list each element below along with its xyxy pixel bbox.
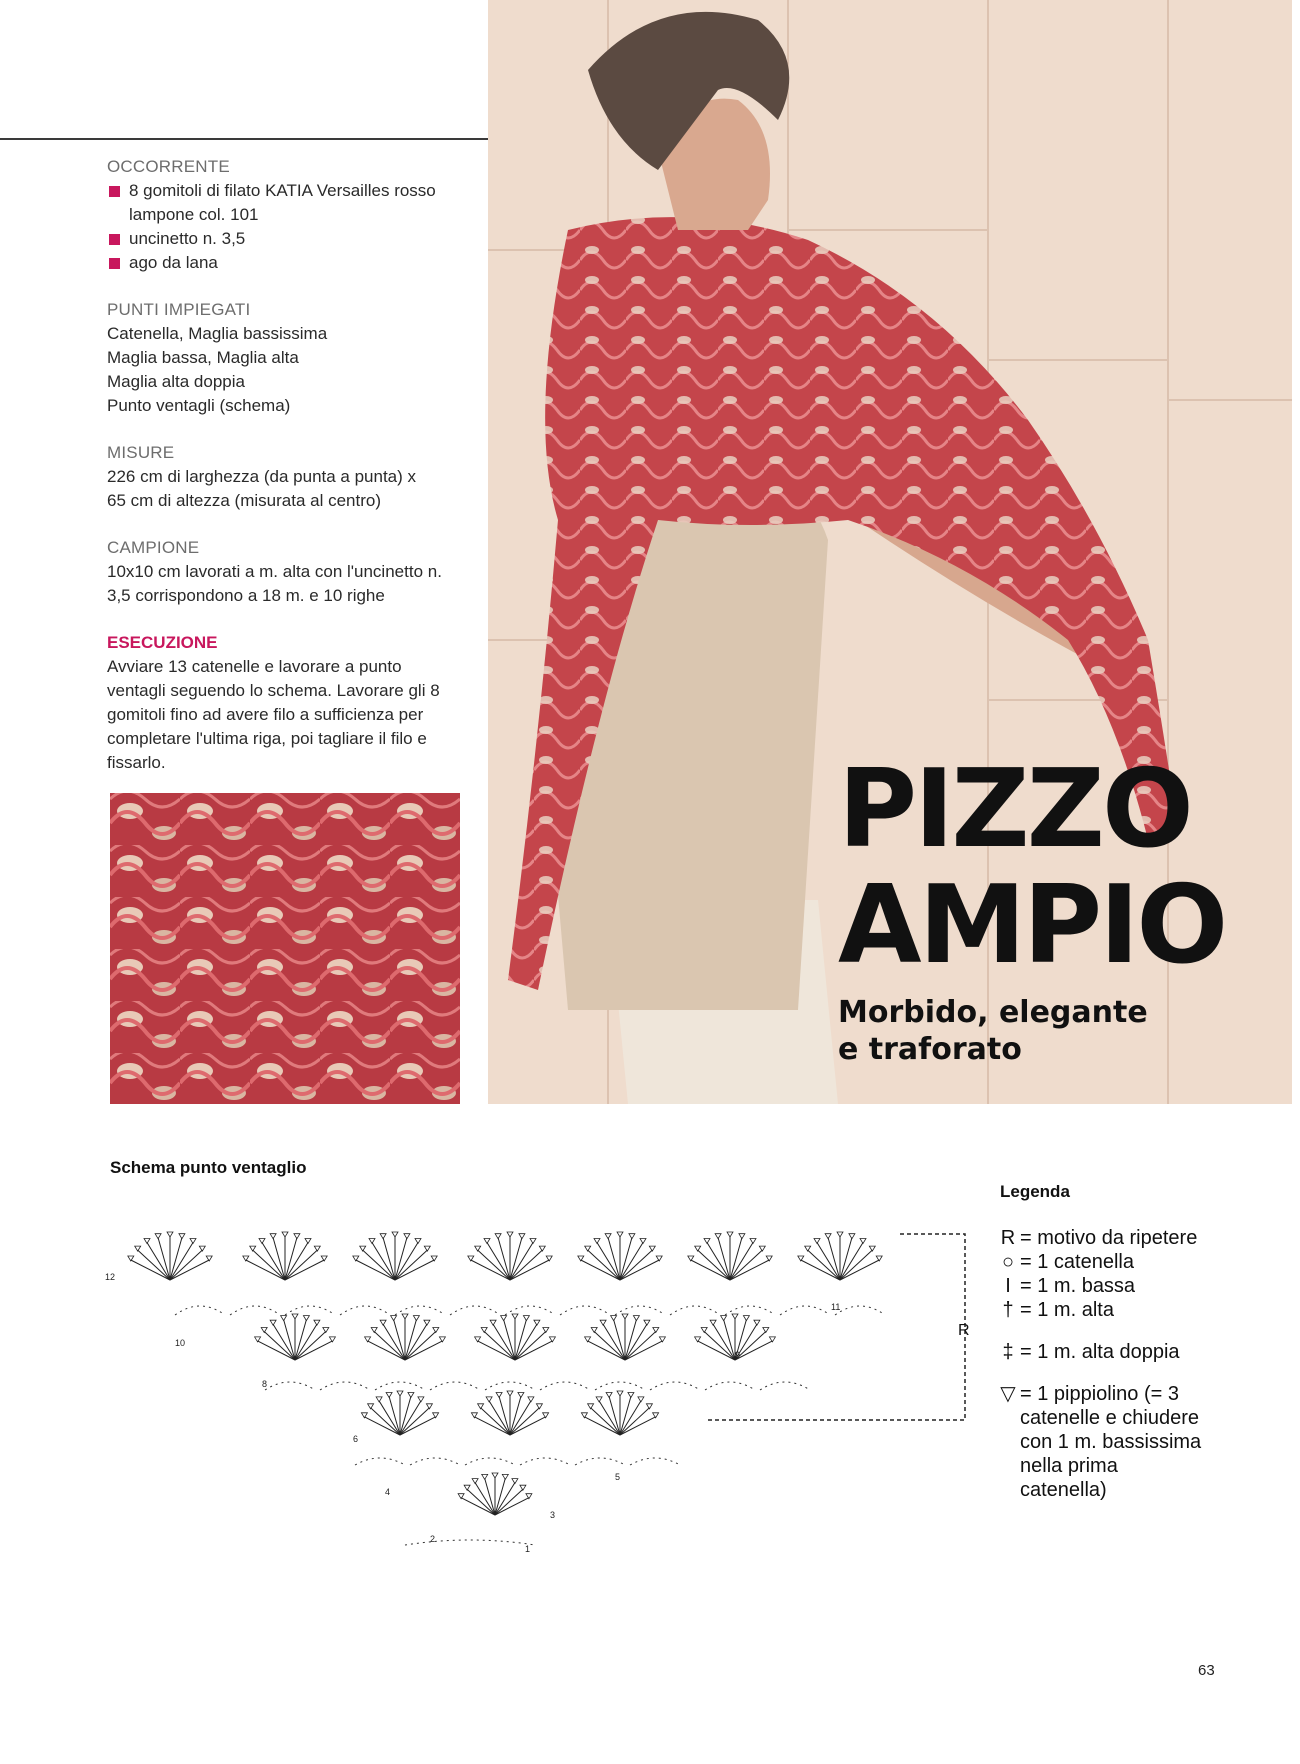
chart-title: Schema punto ventaglio (110, 1158, 307, 1177)
legend (1000, 1226, 1210, 1502)
chain-arc (560, 1306, 610, 1315)
text-line: 10x10 cm lavorati a m. alta con l'uncinetto n. (107, 562, 442, 581)
fan-motif (361, 1391, 438, 1435)
article-subtitle-line1: Morbido, elegante (838, 995, 1148, 1030)
legend-title: Legenda (1000, 1182, 1070, 1201)
lace-detail-photo (110, 793, 460, 1104)
chain-arc (355, 1458, 405, 1465)
fan-motif (353, 1232, 437, 1280)
chain-arc (780, 1306, 830, 1315)
chain-arc (835, 1306, 885, 1315)
text-line: Maglia alta doppia (107, 372, 245, 391)
fan-motif (365, 1314, 446, 1360)
bullet-square-icon (109, 258, 120, 269)
chain-arc (450, 1306, 500, 1315)
row-number: 5 (615, 1472, 621, 1482)
chain-arc (520, 1458, 570, 1465)
fan-motif (471, 1391, 548, 1435)
row-number: 11 (831, 1302, 841, 1312)
chain-arc (175, 1306, 225, 1315)
row-number: 3 (550, 1510, 556, 1520)
section-title: PUNTI IMPIEGATI (107, 300, 251, 319)
chain-arc (575, 1458, 625, 1465)
row-number: 1 (525, 1544, 531, 1554)
section-esecuzione (107, 631, 467, 775)
fan-motif (128, 1232, 212, 1280)
text-line: 65 cm di altezza (misurata al centro) (107, 491, 381, 510)
row-number: 4 (385, 1487, 391, 1497)
materials-column (107, 155, 467, 798)
fan-motif (468, 1232, 552, 1280)
article-title-line2: AMPIO (838, 863, 1226, 988)
chain-arc (265, 1382, 315, 1390)
chain-arc (705, 1382, 755, 1390)
text-line: Punto ventagli (schema) (107, 396, 291, 415)
list-item: 8 gomitoli di filato KATIA Versailles rosso (107, 179, 467, 203)
row-number: 2 (430, 1534, 436, 1544)
repeat-symbol: R (1000, 1227, 1016, 1249)
text-line: 3,5 corrispondono a 18 m. e 10 righe (107, 586, 385, 605)
fan-motif (688, 1232, 772, 1280)
list-item: ago da lana (107, 251, 467, 275)
text-line: Avviare 13 catenelle e lavorare a punto (107, 657, 402, 676)
double-crochet-icon: † (1002, 1299, 1014, 1321)
text-line: Maglia bassa, Maglia alta (107, 348, 299, 367)
crochet-chart-diagram (105, 1220, 985, 1590)
single-crochet-icon: I (1005, 1275, 1011, 1297)
text-line: fissarlo. (107, 753, 166, 772)
chain-arc (465, 1458, 515, 1465)
section-title: ESECUZIONE (107, 633, 218, 652)
row-number: 8 (262, 1379, 268, 1389)
section-title: CAMPIONE (107, 538, 200, 557)
chain-arc (485, 1382, 535, 1390)
chain-arc (320, 1382, 370, 1390)
fan-motif (578, 1232, 662, 1280)
legend-item: † = 1 m. alta (1000, 1298, 1210, 1322)
chain-arc (405, 1540, 535, 1545)
fan-motif (585, 1314, 666, 1360)
list-item-continued: lampone col. 101 (129, 205, 259, 224)
chain-arc (650, 1382, 700, 1390)
section-misure (107, 441, 467, 513)
legend-item: ‡ = 1 m. alta doppia (1000, 1340, 1210, 1364)
chain-arc (595, 1382, 645, 1390)
legend-item: ○ = 1 catenella (1001, 1251, 1134, 1273)
article-title-block (838, 747, 1278, 1068)
picot-icon: ▽ (1000, 1383, 1016, 1405)
section-title: MISURE (107, 443, 175, 462)
row-number: 12 (105, 1272, 116, 1282)
chain-arc (410, 1458, 460, 1465)
chain-arc (375, 1382, 425, 1390)
section-campione (107, 536, 467, 608)
fan-motif (475, 1314, 556, 1360)
top-rule (0, 138, 488, 140)
text-line: gomitoli fino ad avere filo a sufficienza per (107, 705, 424, 724)
chain-arc (630, 1458, 680, 1465)
section-punti (107, 298, 467, 418)
fan-motif (458, 1473, 532, 1515)
article-subtitle-line2: e traforato (838, 1032, 1022, 1067)
legend-item: R = motivo da ripetere (1000, 1227, 1198, 1249)
chain-arc (230, 1306, 280, 1315)
legend-item: I = 1 m. bassa (1000, 1274, 1210, 1298)
chain-icon: ○ (1001, 1251, 1015, 1273)
repeat-label: R (958, 1322, 970, 1339)
text-line: ventagli seguendo lo schema. Lavorare gli 8 (107, 681, 440, 700)
row-number: 6 (353, 1434, 359, 1444)
fan-motif (798, 1232, 882, 1280)
chain-arc (540, 1382, 590, 1390)
fan-motif (581, 1391, 658, 1435)
section-title: OCCORRENTE (107, 157, 230, 176)
chain-arc (760, 1382, 810, 1390)
chain-arc (670, 1306, 720, 1315)
section-occorrente (107, 155, 467, 275)
chain-arc (340, 1306, 390, 1315)
text-line: completare l'ultima riga, poi tagliare il filo e (107, 729, 427, 748)
fan-motif (255, 1314, 336, 1360)
fan-motif (243, 1232, 327, 1280)
legend-item: ▽ = 1 pippiolino (= 3 catenelle e chiudere con 1 m. bassissima nella prima catenella) (1000, 1383, 1202, 1501)
article-title-line1: PIZZO (838, 747, 1191, 872)
list-item: uncinetto n. 3,5 (107, 227, 467, 251)
text-line: Catenella, Maglia bassissima (107, 324, 328, 343)
text-line: 226 cm di larghezza (da punta a punta) x (107, 467, 417, 486)
row-number: 9 (735, 1350, 741, 1360)
bullet-square-icon (109, 186, 120, 197)
treble-crochet-icon: ‡ (1002, 1341, 1014, 1363)
row-number: 10 (175, 1338, 186, 1348)
page-number: 63 (1198, 1662, 1215, 1679)
chain-arc (430, 1382, 480, 1390)
bullet-square-icon (109, 234, 120, 245)
